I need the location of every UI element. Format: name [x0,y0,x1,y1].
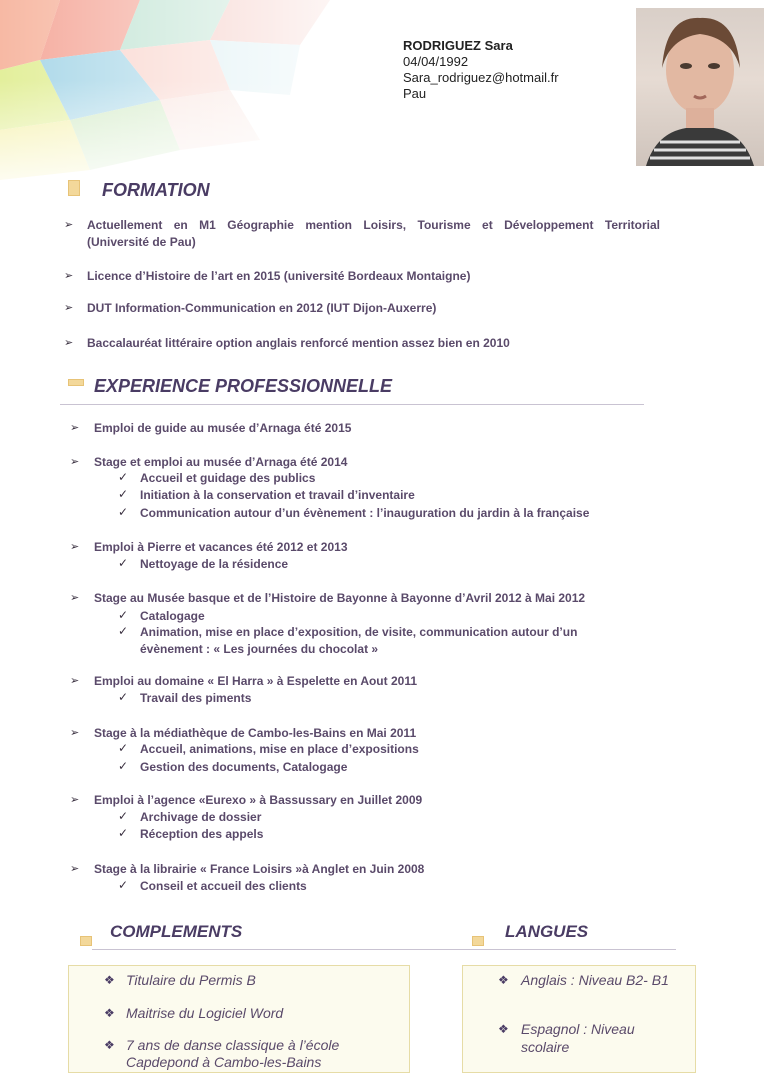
check-icon: ✓ [118,470,129,484]
job-item: Stage à la librairie « France Loisirs »à Anglet en Juin 2008 [94,862,425,876]
complements-icon [80,936,92,946]
check-icon: ✓ [118,741,129,755]
arrow-bullet-icon: ➢ [70,541,80,553]
check-icon: ✓ [118,690,129,704]
job-item: Emploi à l’agence «Eurexo » à Bassussary en Juillet 2009 [94,793,423,807]
task-item: Réception des appels [140,827,264,841]
formation-item: (Université de Pau) [87,235,196,249]
task-item: Archivage de dossier [140,810,262,824]
diamond-bullet-icon: ❖ [104,973,115,987]
arrow-bullet-icon: ➢ [70,727,80,739]
arrow-bullet-icon: ➢ [70,422,80,434]
person-name: RODRIGUEZ Sara [403,38,513,53]
arrow-bullet-icon: ➢ [64,337,74,349]
experience-icon [68,379,84,386]
profile-photo [636,8,764,166]
complements-title: COMPLEMENTS [110,922,243,941]
section-divider [60,404,644,405]
langues-title: LANGUES [505,922,589,941]
complement-item: Maitrise du Logiciel Word [126,1005,284,1021]
complement-item-continued: Capdepond à Cambo-les-Bains [126,1054,322,1070]
langues-icon [472,936,484,946]
arrow-bullet-icon: ➢ [64,302,74,314]
job-item: Stage à la médiathèque de Cambo-les-Bains en Mai 2011 [94,726,417,740]
task-item: Communication autour d’un évènement : l’inauguration du jardin à la française [140,506,590,520]
arrow-bullet-icon: ➢ [70,794,80,806]
arrow-bullet-icon: ➢ [64,219,74,231]
diamond-bullet-icon: ❖ [104,1006,115,1020]
check-icon: ✓ [118,624,129,638]
section-divider [92,949,676,950]
diamond-bullet-icon: ❖ [104,1038,115,1052]
check-icon: ✓ [118,608,129,622]
check-icon: ✓ [118,809,129,823]
diamond-bullet-icon: ❖ [498,973,509,987]
job-item: Emploi au domaine « El Harra » à Espelette en Aout 2011 [94,674,418,688]
check-icon: ✓ [118,487,129,501]
birthdate: 04/04/1992 [403,54,469,69]
task-item: Nettoyage de la résidence [140,557,289,571]
complement-item: Titulaire du Permis B [126,972,256,988]
job-item: Emploi de guide au musée d’Arnaga été 2015 [94,421,352,435]
city: Pau [403,86,427,101]
arrow-bullet-icon: ➢ [64,270,74,282]
formation-item: Licence d’Histoire de l’art en 2015 (université Bordeaux Montaigne) [87,269,471,283]
job-item: Stage et emploi au musée d’Arnaga été 2014 [94,455,348,469]
check-icon: ✓ [118,556,129,570]
formation-item: DUT Information-Communication en 2012 (IUT Dijon-Auxerre) [87,301,437,315]
job-item: Emploi à Pierre et vacances été 2012 et 2013 [94,540,348,554]
task-item: Travail des piments [140,691,252,705]
formation-item: Baccalauréat littéraire option anglais renforcé mention assez bien en 2010 [87,336,510,350]
check-icon: ✓ [118,878,129,892]
email: Sara_rodriguez@hotmail.fr [403,70,559,85]
experience-title: EXPERIENCE PROFESSIONNELLE [94,376,393,396]
task-item: Initiation à la conservation et travail d’inventaire [140,488,415,502]
check-icon: ✓ [118,505,129,519]
header-decoration [0,0,400,200]
identity-block [403,38,559,102]
check-icon: ✓ [118,759,129,773]
arrow-bullet-icon: ➢ [70,592,80,604]
task-item: Catalogage [140,609,205,623]
diamond-bullet-icon: ❖ [498,1022,509,1036]
task-item: Gestion des documents, Catalogage [140,760,348,774]
formation-icon [68,180,80,196]
formation-item: Actuellement en M1 Géographie mention Loisirs, Tourisme et Développement Territorial [87,218,660,232]
language-item: Espagnol : Niveau [521,1021,635,1037]
arrow-bullet-icon: ➢ [70,863,80,875]
task-item-continued: évènement : « Les journées du chocolat » [140,642,379,656]
arrow-bullet-icon: ➢ [70,675,80,687]
language-item-continued: scolaire [521,1039,570,1055]
task-item: Conseil et accueil des clients [140,879,307,893]
formation-title: FORMATION [102,180,210,200]
task-item: Accueil et guidage des publics [140,471,316,485]
language-item: Anglais : Niveau B2- B1 [521,972,669,988]
arrow-bullet-icon: ➢ [70,456,80,468]
job-item: Stage au Musée basque et de l’Histoire de Bayonne à Bayonne d’Avril 2012 à Mai 2012 [94,591,586,605]
check-icon: ✓ [118,826,129,840]
complement-item: 7 ans de danse classique à l’école [126,1037,340,1053]
task-item: Accueil, animations, mise en place d’expositions [140,742,419,756]
task-item: Animation, mise en place d’exposition, de visite, communication autour d’un [140,625,578,639]
